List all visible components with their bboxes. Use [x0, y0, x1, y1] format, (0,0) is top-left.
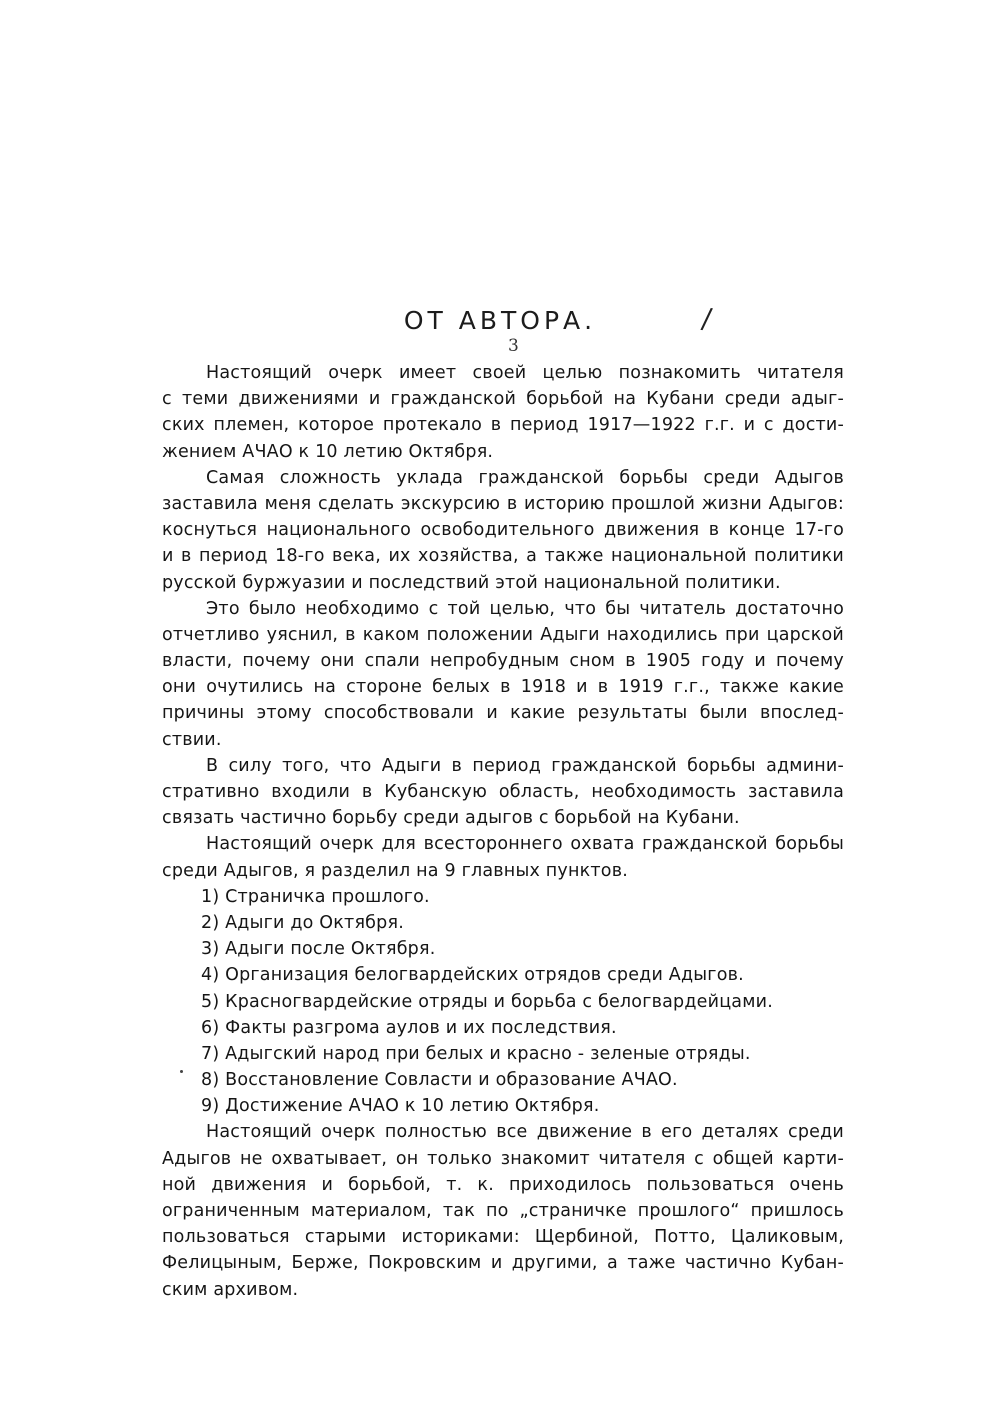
list-item: 5) Красногвардейские отряды и борьба с белогвардейцами.	[201, 991, 773, 1012]
text-line: Самая сложность уклада гражданской борьбы среди Адыгов	[206, 467, 844, 488]
list-item: 4) Организация белогвардейских отрядов среди Адыгов.	[201, 965, 744, 986]
text-line: среди Адыгов, я разделил на 9 главных пунктов.	[162, 860, 628, 881]
paragraph-kuban	[162, 753, 844, 832]
text-line: ствии.	[162, 729, 222, 750]
list-item: 6) Факты разгрома аулов и их последствия.	[201, 1017, 617, 1038]
paragraph-complexity	[162, 465, 844, 596]
list-item: 2) Адыги до Октября.	[201, 912, 404, 933]
text-line: отчетливо уяснил, в каком положении Адыги находились при царской	[162, 624, 844, 645]
list-item: 7) Адыгский народ при белых и красно - зеленые отряды.	[201, 1043, 751, 1064]
list-item: 1) Страничка прошлого.	[201, 886, 430, 907]
text-line: причины этому способствовали и какие результаты были впослед-	[162, 703, 844, 724]
paragraph-purpose	[162, 596, 844, 753]
text-line: В силу того, что Адыги в период гражданской борьбы админи-	[206, 755, 844, 776]
text-line: ским архивом.	[162, 1279, 299, 1300]
paragraph-structure	[162, 831, 844, 883]
paragraph-intro	[162, 360, 844, 465]
text-line: Фелицыным, Берже, Покровским и другими, а таже частично Кубан-	[162, 1253, 844, 1274]
page-number-mark: 3	[508, 336, 519, 356]
chapter-list	[162, 884, 844, 1120]
list-item: 8) Восстановление Совласти и образование АЧАО.	[201, 1070, 678, 1091]
text-line: связать частично борьбу среди адыгов с борьбой на Кубани.	[162, 808, 740, 829]
text-line: и в период 18-го века, их хозяйства, а также национальной политики	[162, 546, 844, 567]
text-line: ной движения и борьбой, т. к. приходилось пользоваться очень	[162, 1174, 844, 1195]
text-line: ских племен, которое протекало в период 1917—1922 г.г. и с дости-	[162, 415, 844, 436]
text-line: власти, почему они спали непробудным сном в 1905 году и почему	[162, 651, 844, 672]
text-line: заставила меня сделать экскурсию в историю прошлой жизни Адыгов:	[162, 493, 844, 514]
text-line: русской буржуазии и последствий этой национальной политики.	[162, 572, 781, 593]
text-line: ограниченным материалом, так по „страничке прошлого“ пришлось	[162, 1201, 844, 1221]
text-line: Настоящий очерк для всестороннего охвата гражданской борьбы	[206, 834, 844, 855]
text-line: с теми движениями и гражданской борьбой на Кубани среди адыг-	[162, 389, 844, 410]
text-line: пользоваться старыми историками: Щербиной, Потто, Цаликовым,	[162, 1227, 844, 1248]
text-line: Адыгов не охватывает, он только знакомит читателя с общей карти-	[162, 1148, 844, 1169]
text-line: Настоящий очерк имеет своей целью познакомить читателя	[206, 363, 844, 383]
text-line: Настоящий очерк полностью все движение в его деталях среди	[206, 1122, 844, 1143]
text-line: они очутились на стороне белых в 1918 и в 1919 г.г., также какие	[162, 677, 844, 698]
text-line: коснуться национального освободительного движения в конце 17-го	[162, 520, 844, 541]
list-item: 3) Адыги после Октября.	[201, 939, 436, 960]
text-line: стративно входили в Кубанскую область, необходимость заставила	[162, 782, 844, 802]
page-title: ОТ АВТОРА.	[403, 306, 597, 335]
handwritten-slash-mark: /	[699, 301, 714, 336]
text-line: жением АЧАО к 10 летию Октября.	[162, 441, 494, 462]
document-body	[162, 360, 844, 1303]
text-line: Это было необходимо с той целью, что бы читатель достаточно	[206, 598, 844, 619]
paragraph-closing	[162, 1119, 844, 1302]
list-item: 9) Достижение АЧАО к 10 летию Октября.	[201, 1096, 600, 1117]
